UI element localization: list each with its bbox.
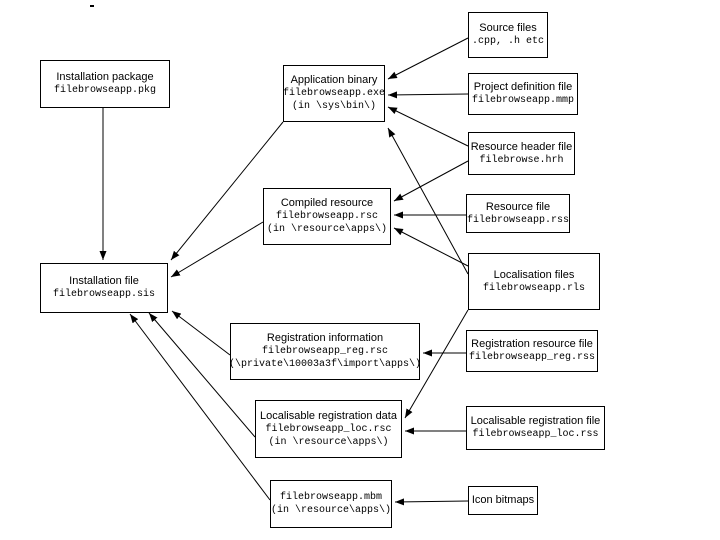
source-files-label: .cpp, .h etc xyxy=(471,36,544,47)
source-files-label: Source files xyxy=(479,22,537,34)
compiled-resource-label: Compiled resource xyxy=(280,197,374,209)
localisation-files-label: filebrowseapp.rls xyxy=(482,282,586,294)
registration-information-box xyxy=(230,323,420,380)
resource-header-file-label: Resource header file xyxy=(470,140,573,153)
installation-package-box xyxy=(40,60,170,108)
registration-resource-file-label: Registration resource file xyxy=(471,338,593,350)
edge-registration-information-to-installation-file xyxy=(172,311,230,355)
stray-mark xyxy=(90,5,94,7)
resource-file-box xyxy=(466,194,570,233)
source-files-box xyxy=(468,12,548,58)
compiled-resource-label: filebrowseapp.rsc xyxy=(275,211,379,222)
application-binary-box xyxy=(283,65,385,122)
mbm-file-label: filebrowseapp.mbm xyxy=(279,492,383,503)
application-binary-label: (in \sys\bin\) xyxy=(291,101,376,112)
mbm-file-box xyxy=(270,480,392,528)
registration-information-label: Registration information xyxy=(266,332,384,344)
localisable-registration-data-label: Localisable registration data xyxy=(260,409,397,422)
resource-header-file-box xyxy=(468,132,575,175)
resource-file-label: filebrowseapp.rss xyxy=(466,214,570,226)
edge-compiled-resource-to-installation-file xyxy=(171,222,263,277)
icon-bitmaps-box xyxy=(468,486,538,515)
registration-information-label: (\private\10003a3f\import\apps\) xyxy=(228,359,422,370)
mbm-file-label: (in \resource\apps\) xyxy=(270,505,392,516)
localisable-registration-file-label: Localisable registration file xyxy=(470,415,601,427)
localisation-files-box xyxy=(468,253,600,310)
application-binary-label: Application binary xyxy=(290,74,378,86)
localisable-registration-data-label: (in \resource\apps\) xyxy=(268,436,389,448)
project-definition-file-label: filebrowseapp.mmp xyxy=(471,95,575,106)
edge-localisation-files-to-compiled-resource xyxy=(394,228,468,266)
registration-resource-file-label: filebrowseapp_reg.rss xyxy=(468,352,596,363)
registration-information-label: filebrowseapp_reg.rsc xyxy=(261,346,389,357)
resource-header-file-label: filebrowse.hrh xyxy=(479,154,564,166)
installation-package-label: Installation package xyxy=(56,71,154,83)
edge-localisation-files-to-application-binary xyxy=(388,128,468,274)
registration-resource-file-box xyxy=(466,330,598,372)
application-binary-label: filebrowseapp.exe xyxy=(282,88,386,99)
icon-bitmaps-label: Icon bitmaps xyxy=(471,494,535,506)
installation-package-label: filebrowseapp.pkg xyxy=(53,85,157,96)
installation-file-label: Installation file xyxy=(69,275,139,287)
project-definition-file-label: Project definition file xyxy=(473,81,573,93)
resource-file-label: Resource file xyxy=(485,200,551,213)
project-definition-file-box xyxy=(468,73,578,115)
edge-icon-bitmaps-to-mbm-file xyxy=(395,501,468,502)
edge-resource-header-file-to-compiled-resource xyxy=(394,161,468,201)
localisation-files-label: Localisation files xyxy=(493,268,575,281)
edge-source-files-to-application-binary xyxy=(388,38,468,79)
localisable-registration-file-label: filebrowseapp_loc.rss xyxy=(472,429,599,440)
edge-resource-header-file-to-application-binary xyxy=(388,107,468,146)
compiled-resource-box xyxy=(263,188,391,245)
installation-file-label: filebrowseapp.sis xyxy=(52,289,156,300)
compiled-resource-label: (in \resource\apps\) xyxy=(266,224,388,235)
edge-project-definition-file-to-application-binary xyxy=(388,94,468,95)
localisable-registration-data-label: filebrowseapp_loc.rsc xyxy=(265,423,392,435)
localisable-registration-file-box xyxy=(466,406,605,450)
localisable-registration-data-box xyxy=(255,400,402,458)
installation-file-box xyxy=(40,263,168,313)
